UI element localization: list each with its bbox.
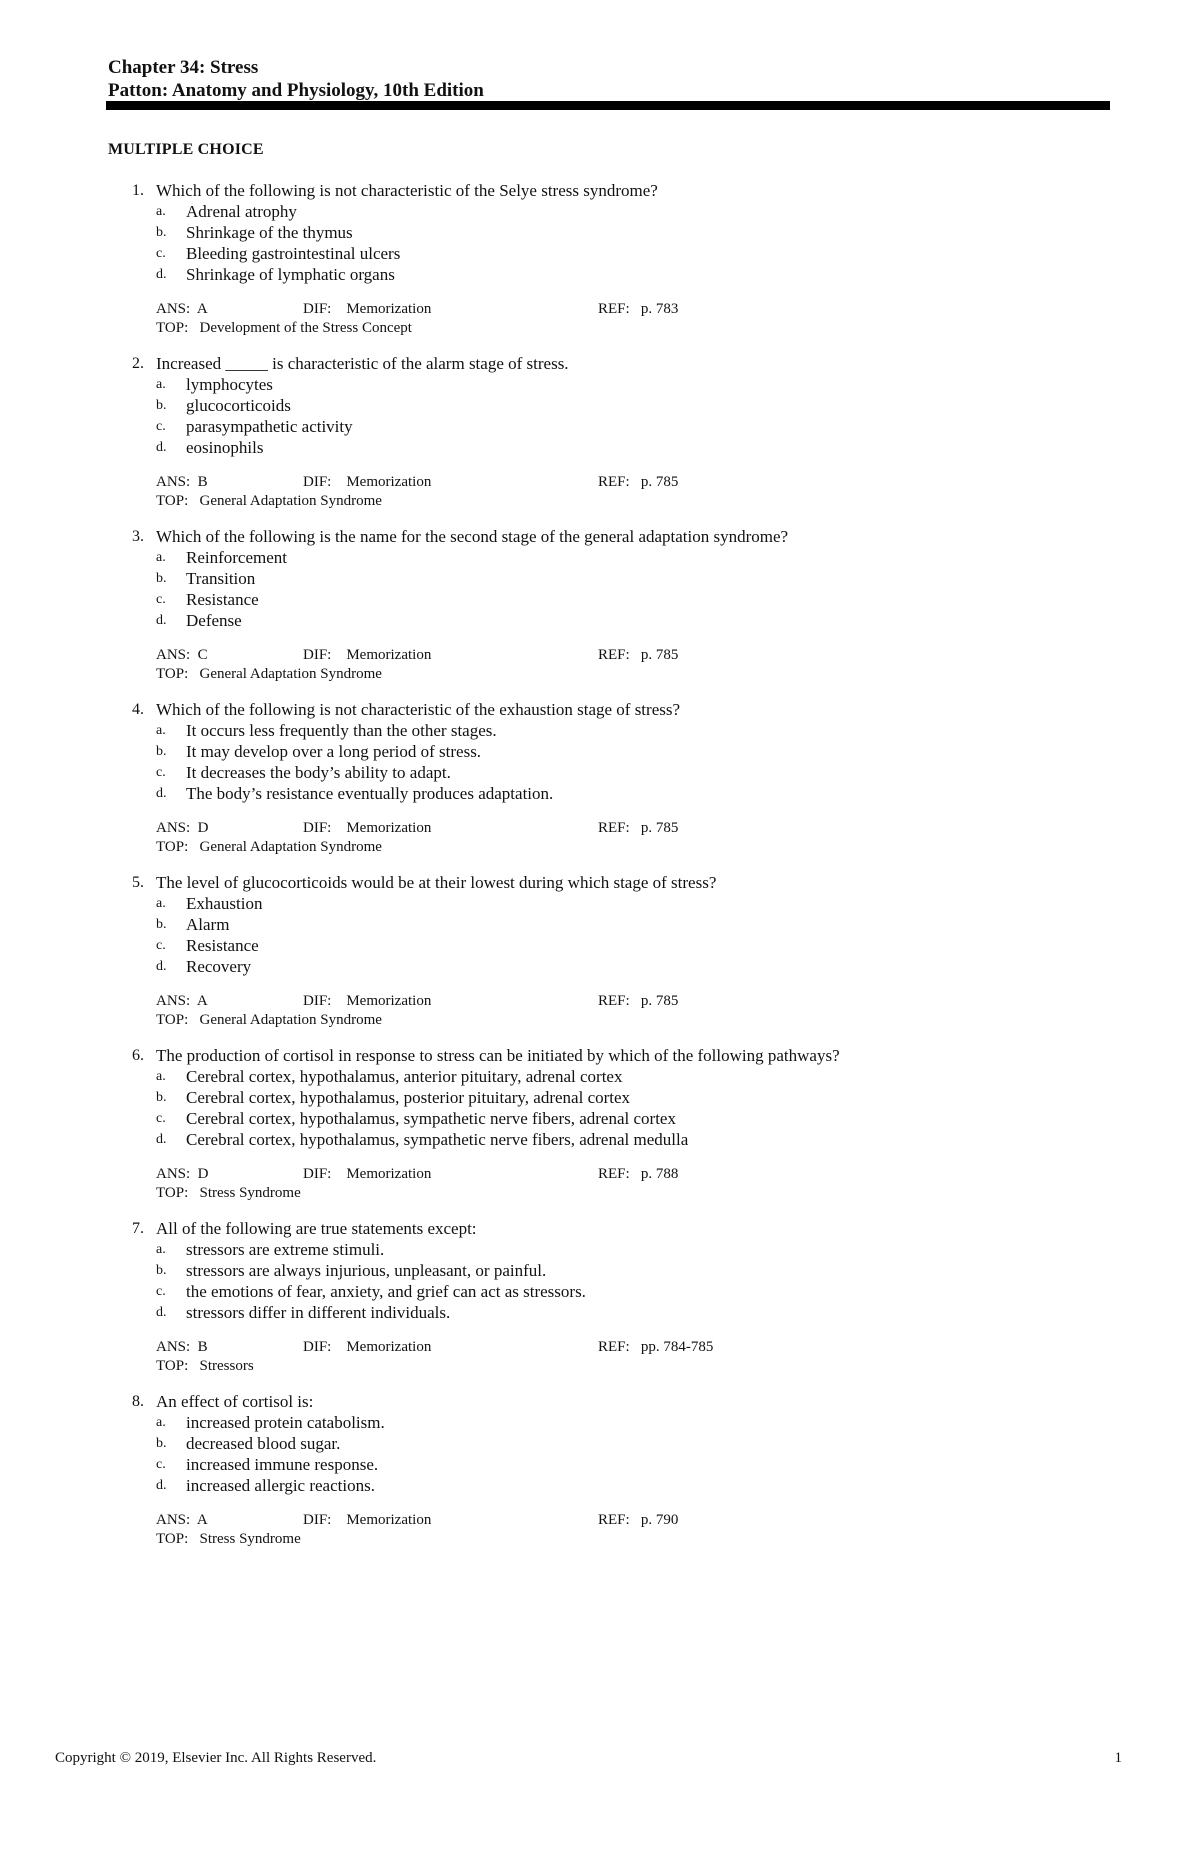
option-text: Shrinkage of the thymus xyxy=(186,223,353,242)
question-text: Which of the following is not characteristic of the Selye stress syndrome? xyxy=(156,181,658,200)
answer-metadata xyxy=(0,1165,1200,1203)
question-text: Which of the following is not characteristic of the exhaustion stage of stress? xyxy=(156,700,681,719)
option-text: Cerebral cortex, hypothalamus, anterior pituitary, adrenal cortex xyxy=(186,1067,623,1086)
difficulty: DIF: Memorization xyxy=(303,301,432,317)
question-number: 5. xyxy=(132,874,144,891)
answer-option xyxy=(0,589,1200,610)
question-number: 1. xyxy=(132,182,144,199)
topic: TOP: Development of the Stress Concept xyxy=(156,320,412,336)
answer-option xyxy=(0,1281,1200,1302)
question-stem xyxy=(0,1391,1200,1412)
option-text: lymphocytes xyxy=(186,375,273,394)
answer-option xyxy=(0,1066,1200,1087)
answer-option xyxy=(0,1475,1200,1496)
answer-key: ANS: D xyxy=(156,820,209,836)
option-letter: c. xyxy=(156,419,166,434)
answer-option xyxy=(0,264,1200,285)
page-reference: REF: p. 790 xyxy=(598,1512,679,1528)
difficulty: DIF: Memorization xyxy=(303,1512,432,1528)
topic: TOP: Stress Syndrome xyxy=(156,1531,301,1547)
answer-option xyxy=(0,893,1200,914)
option-text: Transition xyxy=(186,569,256,588)
question-stem xyxy=(0,180,1200,201)
question-stem xyxy=(0,1218,1200,1239)
difficulty: DIF: Memorization xyxy=(303,993,432,1009)
answer-option xyxy=(0,914,1200,935)
option-text: It decreases the body’s ability to adapt. xyxy=(186,763,451,782)
topic: TOP: General Adaptation Syndrome xyxy=(156,493,382,509)
option-text: increased protein catabolism. xyxy=(186,1413,385,1432)
header-rule xyxy=(106,101,1110,110)
option-text: Cerebral cortex, hypothalamus, sympathetic nerve fibers, adrenal cortex xyxy=(186,1109,676,1128)
question-item xyxy=(0,526,1200,684)
option-letter: d. xyxy=(156,613,167,628)
answer-option xyxy=(0,243,1200,264)
option-text: Shrinkage of lymphatic organs xyxy=(186,265,395,284)
answer-option xyxy=(0,568,1200,589)
topic: TOP: Stress Syndrome xyxy=(156,1185,301,1201)
page-reference: REF: p. 785 xyxy=(598,820,679,836)
option-letter: a. xyxy=(156,723,166,738)
page-reference: REF: p. 788 xyxy=(598,1166,679,1182)
option-letter: b. xyxy=(156,225,167,240)
answer-option xyxy=(0,201,1200,222)
difficulty: DIF: Memorization xyxy=(303,820,432,836)
book-title: Patton: Anatomy and Physiology, 10th Edition xyxy=(108,80,484,101)
question-item xyxy=(0,1391,1200,1549)
topic: TOP: General Adaptation Syndrome xyxy=(156,1012,382,1028)
page-number: 1 xyxy=(1114,1750,1122,1766)
question-number: 8. xyxy=(132,1393,144,1410)
option-text: eosinophils xyxy=(186,438,264,457)
option-letter: b. xyxy=(156,1263,167,1278)
answer-option xyxy=(0,1087,1200,1108)
answer-option xyxy=(0,1454,1200,1475)
answer-metadata xyxy=(0,819,1200,857)
question-item xyxy=(0,180,1200,338)
answer-option xyxy=(0,1412,1200,1433)
question-stem xyxy=(0,872,1200,893)
topic: TOP: General Adaptation Syndrome xyxy=(156,666,382,682)
option-letter: c. xyxy=(156,765,166,780)
question-stem xyxy=(0,1045,1200,1066)
question-text: The level of glucocorticoids would be at their lowest during which stage of stress? xyxy=(156,873,717,892)
option-letter: a. xyxy=(156,550,166,565)
option-text: It may develop over a long period of stress. xyxy=(186,742,482,761)
answer-option xyxy=(0,395,1200,416)
answer-key: ANS: D xyxy=(156,1166,209,1182)
page-header xyxy=(108,56,484,102)
question-item xyxy=(0,353,1200,511)
option-text: stressors are always injurious, unpleasant, or painful. xyxy=(186,1261,547,1280)
answer-option xyxy=(0,610,1200,631)
page-reference: REF: p. 785 xyxy=(598,993,679,1009)
answer-option xyxy=(0,956,1200,977)
answer-option xyxy=(0,1260,1200,1281)
answer-key: ANS: A xyxy=(156,993,208,1009)
option-letter: a. xyxy=(156,1069,166,1084)
difficulty: DIF: Memorization xyxy=(303,1339,432,1355)
question-text: Increased _____ is characteristic of the alarm stage of stress. xyxy=(156,354,569,373)
option-text: Cerebral cortex, hypothalamus, posterior pituitary, adrenal cortex xyxy=(186,1088,631,1107)
difficulty: DIF: Memorization xyxy=(303,647,432,663)
option-letter: b. xyxy=(156,398,167,413)
difficulty: DIF: Memorization xyxy=(303,1166,432,1182)
question-number: 7. xyxy=(132,1220,144,1237)
option-letter: b. xyxy=(156,744,167,759)
option-letter: a. xyxy=(156,204,166,219)
answer-option xyxy=(0,1239,1200,1260)
option-letter: d. xyxy=(156,267,167,282)
answer-metadata xyxy=(0,1338,1200,1376)
answer-option xyxy=(0,437,1200,458)
option-text: The body’s resistance eventually produces adaptation. xyxy=(186,784,554,803)
option-text: decreased blood sugar. xyxy=(186,1434,341,1453)
question-stem xyxy=(0,353,1200,374)
option-letter: c. xyxy=(156,1284,166,1299)
question-text: The production of cortisol in response to stress can be initiated by which of the following pathways? xyxy=(156,1046,840,1065)
answer-metadata xyxy=(0,646,1200,684)
option-text: stressors are extreme stimuli. xyxy=(186,1240,385,1259)
option-text: Cerebral cortex, hypothalamus, sympathetic nerve fibers, adrenal medulla xyxy=(186,1130,689,1149)
option-letter: c. xyxy=(156,1111,166,1126)
option-letter: c. xyxy=(156,1457,166,1472)
page-reference: REF: p. 785 xyxy=(598,647,679,663)
answer-metadata xyxy=(0,473,1200,511)
option-text: Reinforcement xyxy=(186,548,288,567)
option-letter: d. xyxy=(156,440,167,455)
question-number: 4. xyxy=(132,701,144,718)
option-text: glucocorticoids xyxy=(186,396,291,415)
option-letter: b. xyxy=(156,1090,167,1105)
question-text: Which of the following is the name for the second stage of the general adaptation syndrome? xyxy=(156,527,789,546)
option-text: the emotions of fear, anxiety, and grief can act as stressors. xyxy=(186,1282,586,1301)
option-text: Bleeding gastrointestinal ulcers xyxy=(186,244,401,263)
answer-key: ANS: B xyxy=(156,1339,208,1355)
option-text: It occurs less frequently than the other stages. xyxy=(186,721,497,740)
question-stem xyxy=(0,526,1200,547)
option-text: Resistance xyxy=(186,590,259,609)
answer-option xyxy=(0,935,1200,956)
option-letter: d. xyxy=(156,1305,167,1320)
question-item xyxy=(0,1045,1200,1203)
option-letter: d. xyxy=(156,959,167,974)
option-letter: d. xyxy=(156,1478,167,1493)
answer-option xyxy=(0,416,1200,437)
answer-option xyxy=(0,374,1200,395)
section-title: MULTIPLE CHOICE xyxy=(108,141,264,158)
question-number: 2. xyxy=(132,355,144,372)
answer-option xyxy=(0,1129,1200,1150)
question-text: An effect of cortisol is: xyxy=(156,1392,314,1411)
answer-key: ANS: A xyxy=(156,301,208,317)
answer-option xyxy=(0,222,1200,243)
option-text: Alarm xyxy=(186,915,230,934)
page-reference: REF: pp. 784-785 xyxy=(598,1339,714,1355)
page-reference: REF: p. 783 xyxy=(598,301,679,317)
page-reference: REF: p. 785 xyxy=(598,474,679,490)
answer-option xyxy=(0,1108,1200,1129)
answer-metadata xyxy=(0,300,1200,338)
answer-key: ANS: B xyxy=(156,474,208,490)
question-number: 6. xyxy=(132,1047,144,1064)
answer-option xyxy=(0,741,1200,762)
option-letter: a. xyxy=(156,1242,166,1257)
option-letter: d. xyxy=(156,786,167,801)
answer-option xyxy=(0,1302,1200,1323)
question-number: 3. xyxy=(132,528,144,545)
question-item xyxy=(0,699,1200,857)
option-text: parasympathetic activity xyxy=(186,417,353,436)
topic: TOP: Stressors xyxy=(156,1358,254,1374)
answer-metadata xyxy=(0,992,1200,1030)
option-letter: b. xyxy=(156,571,167,586)
option-letter: b. xyxy=(156,917,167,932)
answer-option xyxy=(0,1433,1200,1454)
option-text: Adrenal atrophy xyxy=(186,202,297,221)
option-letter: c. xyxy=(156,938,166,953)
option-letter: d. xyxy=(156,1132,167,1147)
option-letter: a. xyxy=(156,1415,166,1430)
option-letter: b. xyxy=(156,1436,167,1451)
option-text: increased allergic reactions. xyxy=(186,1476,375,1495)
question-text: All of the following are true statements except: xyxy=(156,1219,477,1238)
answer-key: ANS: C xyxy=(156,647,208,663)
question-list xyxy=(0,180,1200,1564)
question-stem xyxy=(0,699,1200,720)
topic: TOP: General Adaptation Syndrome xyxy=(156,839,382,855)
option-letter: a. xyxy=(156,377,166,392)
answer-key: ANS: A xyxy=(156,1512,208,1528)
answer-metadata xyxy=(0,1511,1200,1549)
option-text: Recovery xyxy=(186,957,252,976)
option-text: Resistance xyxy=(186,936,259,955)
question-item xyxy=(0,872,1200,1030)
copyright-footer: Copyright © 2019, Elsevier Inc. All Rights Reserved. xyxy=(55,1750,377,1766)
difficulty: DIF: Memorization xyxy=(303,474,432,490)
question-item xyxy=(0,1218,1200,1376)
option-text: Exhaustion xyxy=(186,894,263,913)
answer-option xyxy=(0,762,1200,783)
option-text: Defense xyxy=(186,611,242,630)
option-text: stressors differ in different individuals. xyxy=(186,1303,451,1322)
option-letter: c. xyxy=(156,592,166,607)
chapter-title: Chapter 34: Stress xyxy=(108,57,259,78)
option-letter: c. xyxy=(156,246,166,261)
answer-option xyxy=(0,783,1200,804)
answer-option xyxy=(0,547,1200,568)
answer-option xyxy=(0,720,1200,741)
option-letter: a. xyxy=(156,896,166,911)
option-text: increased immune response. xyxy=(186,1455,379,1474)
